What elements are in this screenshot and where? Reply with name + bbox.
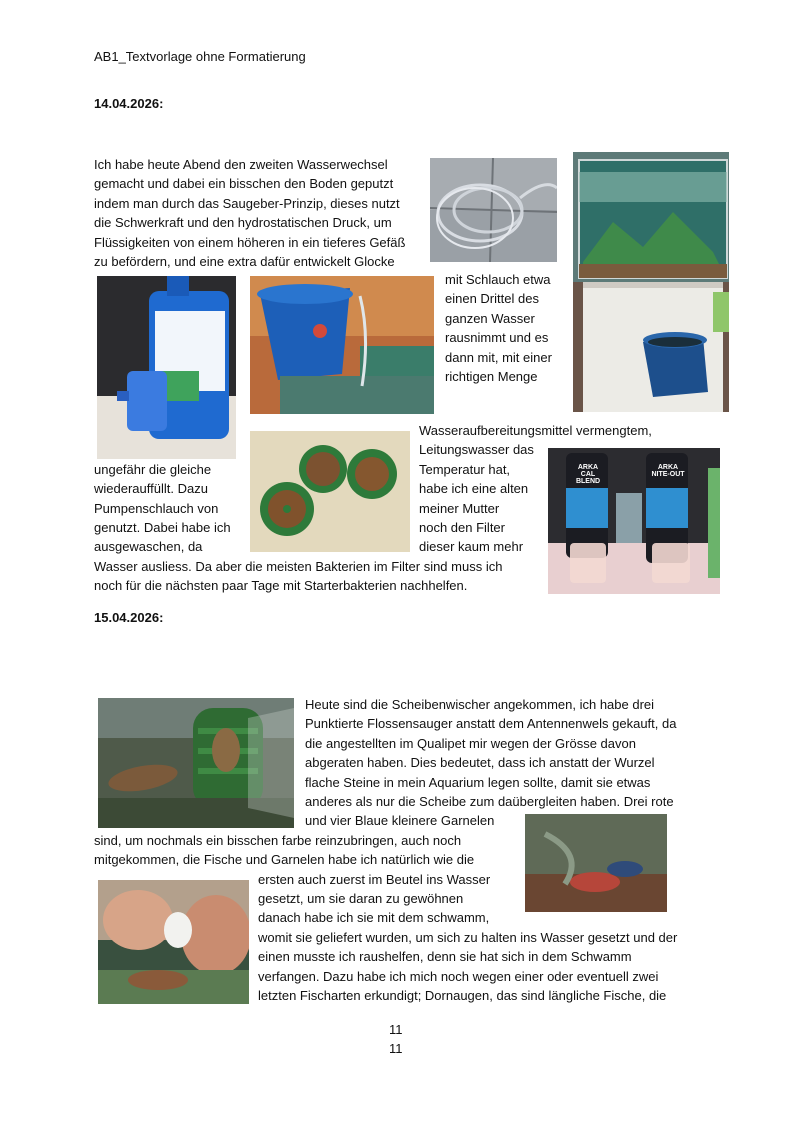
paragraph-line: Ich habe heute Abend den zweiten Wasserwechsel	[94, 157, 388, 172]
photo-hose	[430, 158, 557, 262]
paragraph-line: richtigen Menge	[445, 369, 538, 384]
paragraph-line: einen Drittel des	[445, 291, 539, 307]
paragraph-line: dieser kaum mehr	[419, 539, 524, 555]
paragraph-line: verfangen. Dazu habe ich mich noch wegen einer oder eventuell zwei	[258, 968, 659, 984]
paragraph-line: noch den Filter	[419, 520, 505, 535]
paragraph-line: Wasseraufbereitungsmittel vermengtem,	[419, 423, 652, 438]
paragraph-line: wiederauffüllt. Dazu	[94, 481, 208, 497]
document-title: AB1_Textvorlage ohne Formatierung	[94, 49, 306, 64]
paragraph-line: indem man durch das Saugeber-Prinzip, dieses nutzt	[94, 195, 400, 211]
paragraph-line: Pumpenschlauch von	[94, 500, 219, 516]
paragraph-line: rausnimmt und es	[445, 330, 549, 346]
paragraph-line: anderes als nur die Scheibe zum daübergleiten haben. Drei rote	[305, 794, 674, 809]
paragraph-line: die Schwerkraft und den hydrostatischen Druck, um	[94, 215, 392, 231]
photo-hands-acclimating	[98, 880, 249, 1004]
photo-starter-bacteria	[548, 448, 720, 594]
paragraph-line: Flüssigkeiten von einem höheren in ein tieferes Gefäß	[94, 234, 406, 250]
paragraph-line: zu befördern, und eine extra dafür entwickelt Glocke	[94, 254, 395, 269]
photo-conditioner-bottle	[97, 276, 236, 459]
paragraph-line: habe ich eine alten	[419, 481, 529, 497]
paragraph-line: Wasser ausliess. Da aber die meisten Bakterien im Filter sind muss ich	[94, 558, 503, 574]
paragraph-line: und vier Blaue kleinere Garnelen	[305, 813, 495, 829]
paragraph-line: gemacht und dabei ein bisschen den Boden geputzt	[94, 176, 394, 192]
paragraph-line: abgeraten haben. Dies bedeutet, dass ich anstatt der Wurzel	[305, 755, 655, 771]
paragraph-line: dann mit, mit einer	[445, 349, 552, 365]
paragraph-line: Temperatur hat,	[419, 461, 511, 477]
entry-date: 15.04.2026:	[94, 610, 164, 625]
paragraph-line: sind, um nochmals ein bisschen farbe reinzubringen, auch noch	[94, 832, 462, 848]
paragraph-line: ersten auch zuerst im Beutel ins Wasser	[258, 871, 491, 887]
paragraph-line: Heute sind die Scheibenwischer angekommen, ich habe drei	[305, 697, 655, 712]
entry-date: 14.04.2026:	[94, 96, 164, 111]
paragraph-line: Leitungswasser das	[419, 442, 534, 458]
paragraph-line: ausgewaschen, da	[94, 539, 203, 555]
photo-plecos-in-bag	[98, 698, 294, 828]
photo-filter-sponges	[250, 431, 410, 552]
paragraph-line: meiner Mutter	[419, 500, 500, 516]
bottle-label: ARKA NITE-OUT	[651, 464, 685, 478]
paragraph-line: danach habe ich sie mit dem schwamm,	[258, 910, 490, 926]
paragraph-line: mit Schlauch etwa	[445, 272, 551, 287]
paragraph-line: letzten Fischarten erkundigt; Dornaugen, das sind längliche Fische, die	[258, 988, 667, 1003]
paragraph-line: ungefähr die gleiche	[94, 461, 212, 477]
paragraph-line: womit sie geliefert wurden, um sich zu halten ins Wasser gesetzt und der	[258, 929, 678, 945]
paragraph-line: genutzt. Dabei habe ich	[94, 520, 231, 535]
bottle-label: ARKA CAL BLEND	[575, 464, 601, 485]
paragraph-line: die angestellten im Qualipet mir wegen der Grösse davon	[305, 735, 636, 751]
paragraph-line: Punktierte Flossensauger anstatt dem Antennenwels gekauft, da	[305, 716, 677, 732]
paragraph-line: flache Steine in mein Aquarium legen sollte, damit sie etwas	[305, 774, 651, 790]
paragraph-line: gesetzt, um sie daran zu gewöhnen	[258, 891, 464, 906]
paragraph-line: einen musste ich raushelfen, denn sie hat sich in dem Schwamm	[258, 949, 632, 965]
photo-aquarium	[573, 152, 729, 412]
page-number: 11	[389, 1022, 403, 1037]
paragraph-line: mitgekommen, die Fische und Garnelen habe ich natürlich wie die	[94, 852, 475, 868]
page-number: 11	[389, 1041, 403, 1057]
photo-shrimp	[525, 814, 667, 912]
paragraph-line: noch für die nächsten paar Tage mit Starterbakterien nachhelfen.	[94, 578, 468, 594]
paragraph-line: ganzen Wasser	[445, 310, 535, 326]
photo-bucket-siphon	[250, 276, 434, 414]
